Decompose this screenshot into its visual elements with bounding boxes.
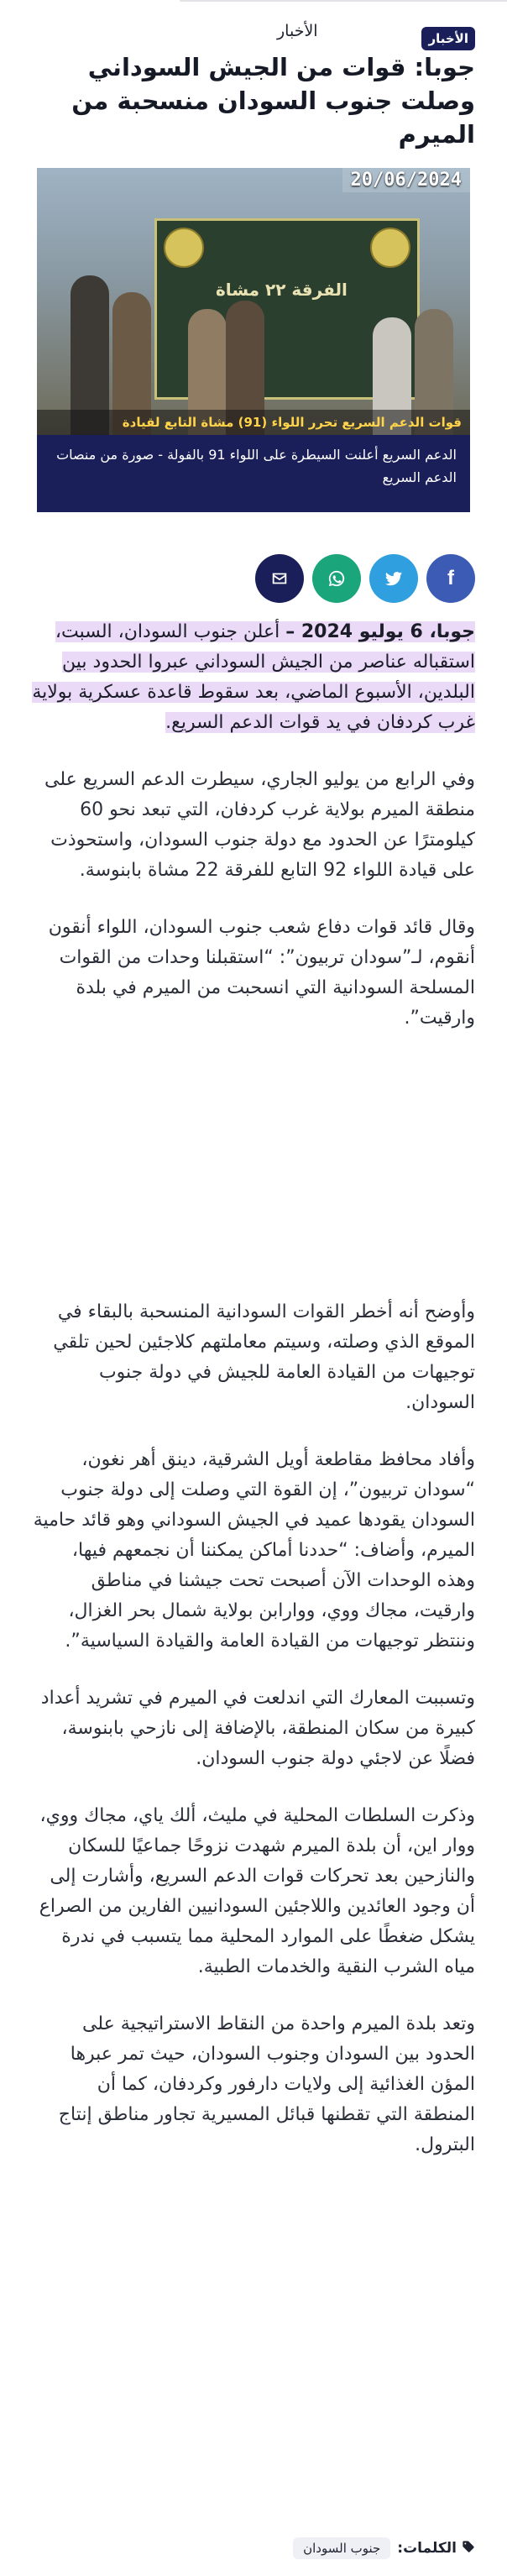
article-body xyxy=(32,617,475,2187)
facebook-icon: f xyxy=(447,567,454,589)
body-paragraph: وتسببت المعارك التي اندلعت في الميرم في تشريد أعداد كبيرة من سكان المنطقة، بالإضافة إلى نازحي بابنوسة، فضلًا عن لاجئي دولة جنوب السودان. xyxy=(40,1688,475,1769)
facebook-share-button[interactable] xyxy=(426,554,475,603)
article-title: جوبا: قوات من الجيش السوداني وصلت جنوب السودان منسحبة من الميرم xyxy=(71,53,475,149)
envelope-icon xyxy=(270,569,289,588)
hero-image xyxy=(37,168,470,435)
email-share-button[interactable] xyxy=(255,554,304,603)
tags-label-text: الكلمات: xyxy=(397,2540,457,2557)
image-ticker-text: قوات الدعم السريع تحرر اللواء (91) مشاة التابع لقيادة xyxy=(37,410,470,435)
nav-news-link[interactable]: الأخبار xyxy=(277,22,318,40)
body-paragraph: وقال قائد قوات دفاع شعب جنوب السودان، اللواء أنقون أنقوم، لـ”سودان تربيون”: “استقبلنا وحدات من القوات المسلحة السودانية التي انسحبت من الميرم في بلدة وارقيت”. xyxy=(48,917,475,1029)
body-paragraph: وفي الرابع من يوليو الجاري، سيطرت الدعم السريع على منطقة الميرم بولاية غرب كردفان، التي تبعد نحو 60 كيلومترًا عن الحدود مع دولة جنوب السودان، واستحوذت على قيادة اللواء 92 التابع للفرقة 22 مشاة بابنوسة. xyxy=(44,769,475,881)
section-badge[interactable]: الأخبار xyxy=(421,27,475,50)
tag-icon xyxy=(462,2540,475,2558)
top-divider xyxy=(180,0,507,2)
lead-text: أعلن جنوب السودان، السبت، استقباله عناصر من الجيش السوداني عبروا الحدود بين البلدين، الأسبوع الماضي، بعد سقوط قاعدة عسكرية بولاية غرب كردفان في يد قوات الدعم السريع. xyxy=(32,621,475,733)
ad-placeholder xyxy=(32,1060,475,1297)
twitter-icon xyxy=(384,569,403,588)
tags-label xyxy=(397,2540,475,2558)
whatsapp-icon xyxy=(327,569,346,588)
emblem-icon xyxy=(370,228,410,268)
twitter-share-button[interactable] xyxy=(369,554,418,603)
tags-row xyxy=(293,2537,475,2559)
whatsapp-share-button[interactable] xyxy=(312,554,361,603)
lead-paragraph xyxy=(32,617,475,738)
image-date-stamp: 20/06/2024 xyxy=(342,168,470,192)
body-paragraph: وتعد بلدة الميرم واحدة من النقاط الاستراتيجية على الحدود بين السودان وجنوب السودان، حيث تمر عبرها المؤن الغذائية إلى ولايات دارفور وكردفان، كما أن المنطقة التي تقطنها قبائل المسيرية تجاور مناطق إنتاج البترول. xyxy=(58,2013,475,2155)
tag-chip[interactable]: جنوب السودان xyxy=(293,2537,390,2559)
image-caption: الدعم السريع أعلنت السيطرة على اللواء 91 بالفولة - صورة من منصات الدعم السريع xyxy=(37,435,470,512)
body-paragraph: وذكرت السلطات المحلية في مليث، ألك ياي، مجاك ووي، ووار اين، أن بلدة الميرم شهدت نزوحًا جماعيًا للسكان والنازحين بعد تحركات قوات الدعم السريع، وأشارت إلى أن وجود العائدين واللاجئين السودانيين الفارين من الصراع يشكل ضغطًا على الموارد المحلية مما يتسبب في ندرة مياه الشرب النقية والخدمات الطبية. xyxy=(39,1805,475,1977)
emblem-icon xyxy=(164,228,204,268)
lead-dateline: جوبا، 6 يوليو 2024 – xyxy=(285,621,475,642)
body-paragraph: وأفاد محافظ مقاطعة أويل الشرقية، دينق أهر نغون، “سودان تربيون”، إن القوة التي وصلت إلى دولة جنوب السودان يقودها عميد في الجيش السوداني وهو قائد حامية الميرم، وأضاف: “حددنا أماكن يمكننا أن نجمعهم فيها، وهذه الوحدات الآن أصبحت تحت جيشنا في مناطق وارقيت، مجاك ووي، ووارابن بولاية شمال بحر الغزال، وننتظر توجيهات من القيادة العامة والقيادة السياسية”. xyxy=(33,1449,475,1652)
share-buttons xyxy=(255,554,475,603)
board-text: الفرقة ٢٢ مشاة xyxy=(216,280,348,300)
body-paragraph: وأوضح أنه أخطر القوات السودانية المنسحبة بالبقاء في الموقع الذي وصلته، وسيتم معاملتهم كلاجئين لحين تلقي توجيهات من القيادة العامة للجيش في دولة جنوب السودان. xyxy=(53,1301,475,1413)
